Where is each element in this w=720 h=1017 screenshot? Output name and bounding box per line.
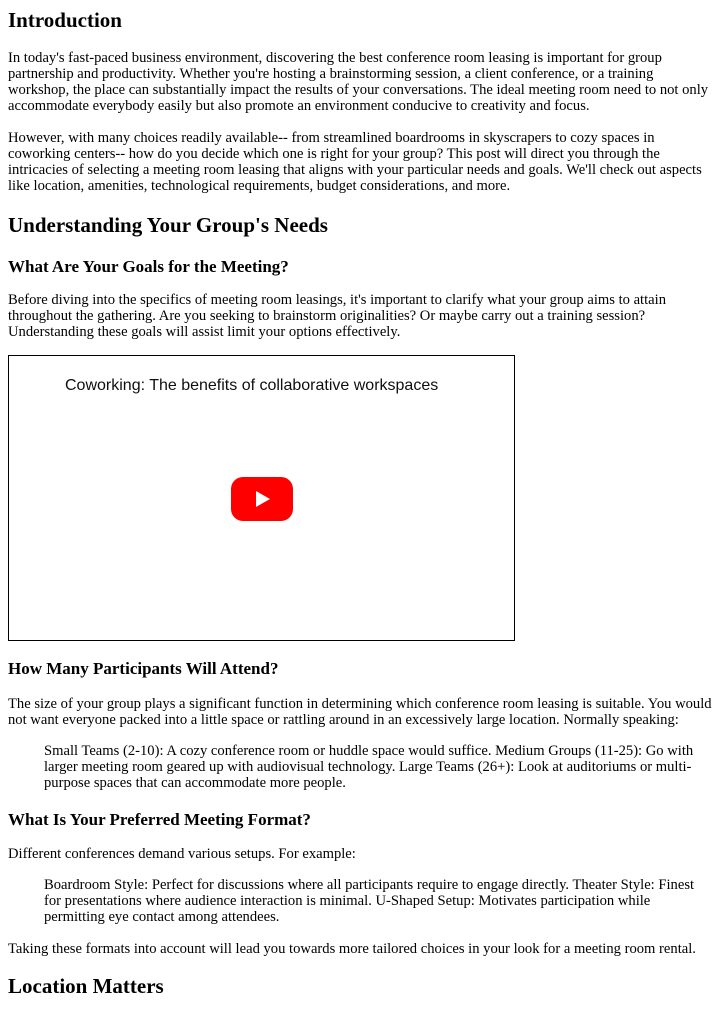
intro-paragraph-2: However, with many choices readily available-- from streamlined boardrooms in skyscrapers to cozy spaces in coworking centers-- how do you decide which one is right for your group? This post will direct you through the intricacies of selecting a meeting room leasing that aligns with your particular needs and goals. We'll check out aspects like location, amenities, technological requirements, budget considerations, and more. (8, 130, 702, 194)
youtube-play-icon[interactable] (231, 477, 293, 521)
format-paragraph-2: Taking these formats into account will lead you towards more tailored choices in your look for a meeting room rental. (8, 941, 696, 957)
format-paragraph: Different conferences demand various setups. For example: (8, 846, 356, 862)
participants-heading: How Many Participants Will Attend? (8, 659, 279, 678)
participants-paragraph: The size of your group plays a significant function in determining which conference room leasing is suitable. You would not want everyone packed into a little space or rattling around in an excessively large location. Normally speaking: (8, 696, 712, 728)
intro-heading: Introduction (8, 8, 122, 32)
location-heading: Location Matters (8, 974, 164, 998)
goals-paragraph: Before diving into the specifics of meeting room leasings, it's important to clarify what your group aims to attain throughout the gathering. Are you seeking to brainstorm originalities? Or maybe carry out a training session? Understanding these goals will assist limit your options effectively. (8, 292, 666, 340)
intro-paragraph-1: In today's fast-paced business environment, discovering the best conference room leasing is important for group partnership and productivity. Whether you're hosting a brainstorming session, a client conference, or a training workshop, the place can substantially impact the results of your conversations. The ideal meeting room need to not only accommodate everybody easily but also promote an environment conducive to creativity and focus. (8, 50, 709, 114)
format-heading: What Is Your Preferred Meeting Format? (8, 810, 311, 829)
format-quote: Boardroom Style: Perfect for discussions where all participants require to engage directly. Theater Style: Finest for presentations where audience interaction is minimal. U-Shaped Setup: Motivates participation while permitting eye contact among attendees. (44, 877, 695, 925)
goals-heading: What Are Your Goals for the Meeting? (8, 257, 289, 276)
needs-heading: Understanding Your Group's Needs (8, 213, 328, 237)
video-embed[interactable] (8, 355, 515, 641)
participants-quote: Small Teams (2-10): A cozy conference room or huddle space would suffice. Medium Groups (11-25): Go with larger meeting room geared up with audiovisual technology. Large Teams (26+): Look at auditoriums or multi-purpose spaces that can accommodate more people. (44, 743, 694, 791)
video-title[interactable]: Coworking: The benefits of collaborative workspaces (65, 377, 439, 394)
